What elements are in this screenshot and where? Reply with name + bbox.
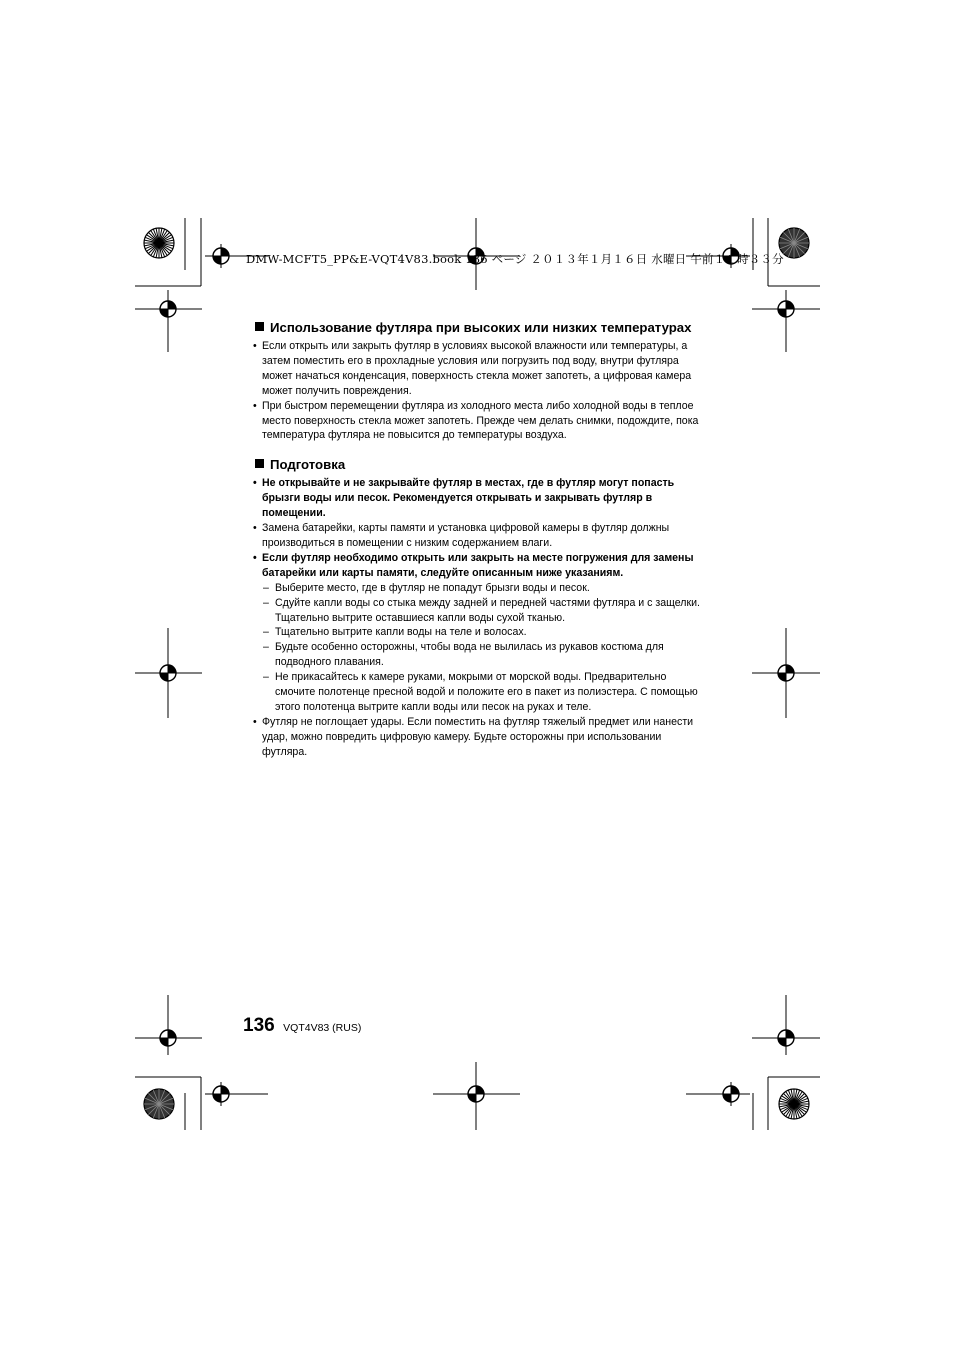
bullet-icon: • — [253, 340, 257, 352]
sub-list-item-text: Не прикасайтесь к камере руками, мокрыми от морской воды. Предварительно смочите полотенце пресной водой и положите его в пакет из полиэстера. С помощью этого полотенца вытрите капли воды или песок на руках и теле. — [275, 671, 698, 713]
section-heading-text: Подготовка — [270, 457, 346, 473]
list-item-text: Не открывайте и не закрывайте футляр в местах, где в футляр могут попасть брызги воды или песок. Рекомендуется открывать и закрывать футляр в помещении. — [262, 477, 675, 520]
sub-list-item — [253, 581, 703, 596]
list-item-text: При быстром перемещении футляра из холодного места либо холодной воды в теплое место поверхность стекла может запотеть. Прежде чем делать снимки, подождите, пока температура футляра не повысится до температуры воздуха. — [262, 399, 699, 442]
list-item-text: Если футляр необходимо открыть или закрыть на месте погружения для замены батарейки или карты памяти, следуйте описанным ниже указаниям. — [262, 551, 694, 579]
sub-list-item — [253, 670, 703, 715]
sub-list-item-text: Тщательно вытрите капли воды на теле и волосах. — [275, 626, 527, 639]
bullet-icon: • — [253, 399, 257, 412]
section-preparation — [253, 455, 703, 759]
print-slug: DMW-MCFT5_PP&E-VQT4V83.book 136 ページ ２０１３年１月１６日 水曜日 午前１１時３３分 — [246, 252, 784, 266]
square-bullet-icon — [255, 322, 264, 331]
sub-list-item — [253, 640, 703, 670]
list-item — [253, 715, 703, 760]
section-heading — [253, 318, 703, 337]
bullet-icon: • — [253, 477, 257, 490]
list-item — [253, 399, 703, 444]
section-heading-text: Использование футляра при высоких или низких температурах — [270, 320, 692, 335]
list-item — [253, 551, 703, 581]
page-number: 136 — [243, 1015, 275, 1036]
list-item-text: Футляр не поглощает удары. Если поместить на футляр тяжелый предмет или нанести удар, можно повредить цифровую камеру. Будьте осторожны при использовании футляра. — [262, 715, 694, 758]
list-item — [253, 476, 703, 521]
sub-list-item — [253, 596, 703, 626]
bullet-icon: • — [253, 551, 257, 564]
square-bullet-icon — [255, 459, 264, 468]
dash-icon: – — [263, 641, 269, 654]
dash-icon: – — [263, 596, 269, 609]
list-item-text: Если открыть или закрыть футляр в условиях высокой влажности или температуры, а затем поместить его в прохладные условия или погрузить под воду, внутри футляра может начаться конденсация, поверхность стекла может запотеть, а цифровая камера может получить повреждения. — [262, 340, 692, 397]
list-item — [253, 339, 703, 399]
page-content — [253, 318, 703, 760]
sub-list-item-text: Будьте особенно осторожны, чтобы вода не вылилась из рукавов костюма для подводного плавания. — [275, 641, 664, 669]
list-item — [253, 521, 703, 551]
bullet-icon: • — [253, 715, 257, 728]
sub-list-item-text: Сдуйте капли воды со стыка между задней и передней частями футляра и с защелки. Тщательно вытрите оставшиеся капли воды сухой тканью. — [275, 596, 700, 624]
document-code: VQT4V83 (RUS) — [283, 1022, 362, 1034]
page-footer — [243, 1015, 361, 1037]
list-item-text: Замена батарейки, карты памяти и установка цифровой камеры в футляр должны производиться в помещении с низким содержанием влаги. — [262, 522, 670, 549]
dash-icon: – — [263, 581, 269, 594]
section-high-low-temperatures — [253, 318, 703, 443]
dash-icon: – — [263, 626, 269, 639]
dash-icon: – — [263, 671, 269, 684]
sub-list-item — [253, 625, 703, 640]
bullet-icon: • — [253, 522, 257, 535]
sub-list-item-text: Выберите место, где в футляр не попадут брызги воды и песок. — [275, 581, 590, 594]
section-heading — [253, 455, 703, 474]
